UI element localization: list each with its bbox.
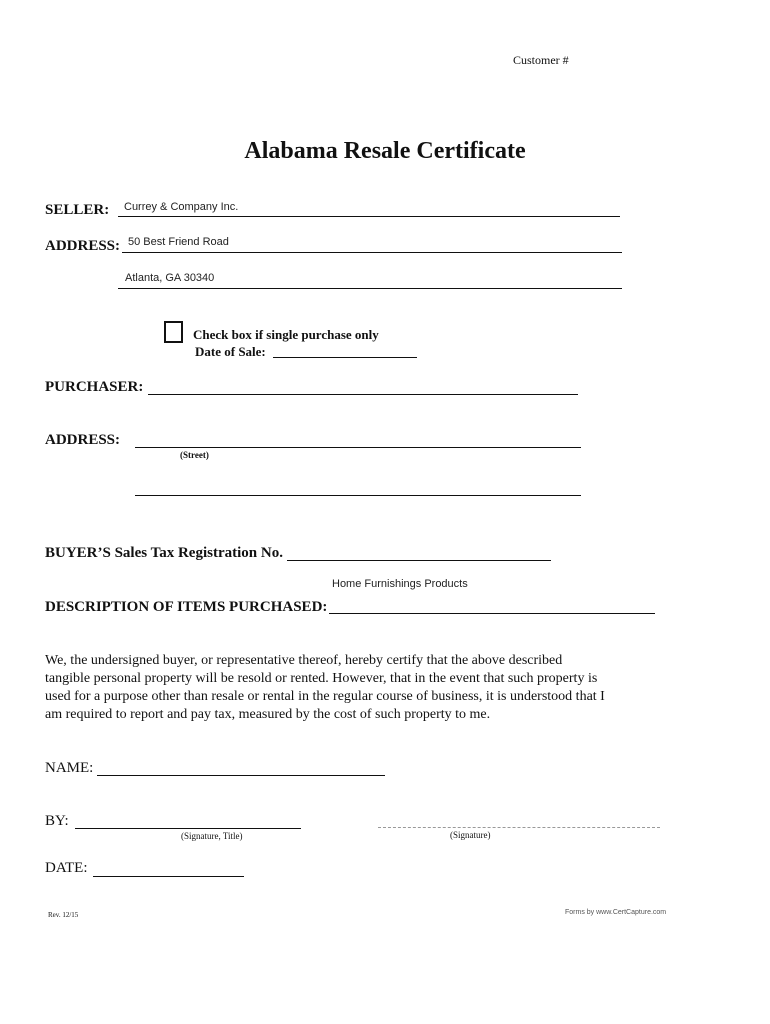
purchaser-street-line[interactable]	[135, 447, 581, 448]
second-signature-line[interactable]	[378, 827, 660, 828]
street-caption: (Street)	[180, 450, 209, 460]
certification-line: tangible personal property will be resold or rented. However, that in the event that such property is	[45, 671, 598, 686]
buyer-tax-registration-label: BUYER’S Sales Tax Registration No.	[45, 545, 283, 561]
date-line[interactable]	[93, 876, 244, 877]
date-label: DATE:	[45, 860, 88, 876]
purchaser-city-line[interactable]	[135, 495, 581, 496]
signature-title-caption: (Signature, Title)	[181, 831, 243, 841]
seller-address-line2-value: Atlanta, GA 30340	[125, 272, 215, 284]
seller-address-line1-value: 50 Best Friend Road	[128, 236, 229, 248]
certcapture-credit: Forms by www.CertCapture.com	[565, 909, 667, 916]
by-label: BY:	[45, 813, 69, 829]
single-purchase-checkbox[interactable]	[164, 321, 183, 343]
description-line	[329, 613, 655, 614]
certification-paragraph	[45, 652, 665, 724]
description-label: DESCRIPTION OF ITEMS PURCHASED:	[45, 599, 328, 615]
page-title: Alabama Resale Certificate	[244, 138, 526, 164]
seller-address-label: ADDRESS:	[45, 238, 121, 254]
purchaser-name-line[interactable]	[148, 394, 578, 395]
description-value: Home Furnishings Products	[332, 578, 468, 590]
seller-name-value: Currey & Company Inc.	[124, 201, 239, 213]
date-of-sale-line[interactable]	[273, 357, 417, 358]
seller-address-line2-line	[118, 288, 622, 289]
name-label: NAME:	[45, 760, 94, 776]
customer-number-label: Customer #	[513, 53, 569, 67]
seller-address-line1-line	[122, 252, 622, 253]
seller-name-line	[118, 216, 620, 217]
name-line[interactable]	[97, 775, 385, 776]
purchaser-label: PURCHASER:	[45, 379, 144, 395]
certification-line: We, the undersigned buyer, or representative thereof, hereby certify that the above described	[45, 653, 563, 668]
certification-line: am required to report and pay tax, measured by the cost of such property to me.	[45, 707, 491, 722]
single-purchase-label: Check box if single purchase only	[193, 327, 379, 342]
signature-caption: (Signature)	[450, 830, 491, 840]
seller-label: SELLER:	[45, 202, 110, 218]
buyer-tax-registration-line[interactable]	[287, 560, 551, 561]
date-of-sale-label: Date of Sale:	[195, 344, 266, 359]
revision-label: Rev. 12/15	[48, 911, 79, 919]
certification-line: used for a purpose other than resale or rental in the regular course of business, it is understood that I	[45, 689, 605, 704]
purchaser-address-label: ADDRESS:	[45, 432, 121, 448]
by-signature-line[interactable]	[75, 828, 301, 829]
